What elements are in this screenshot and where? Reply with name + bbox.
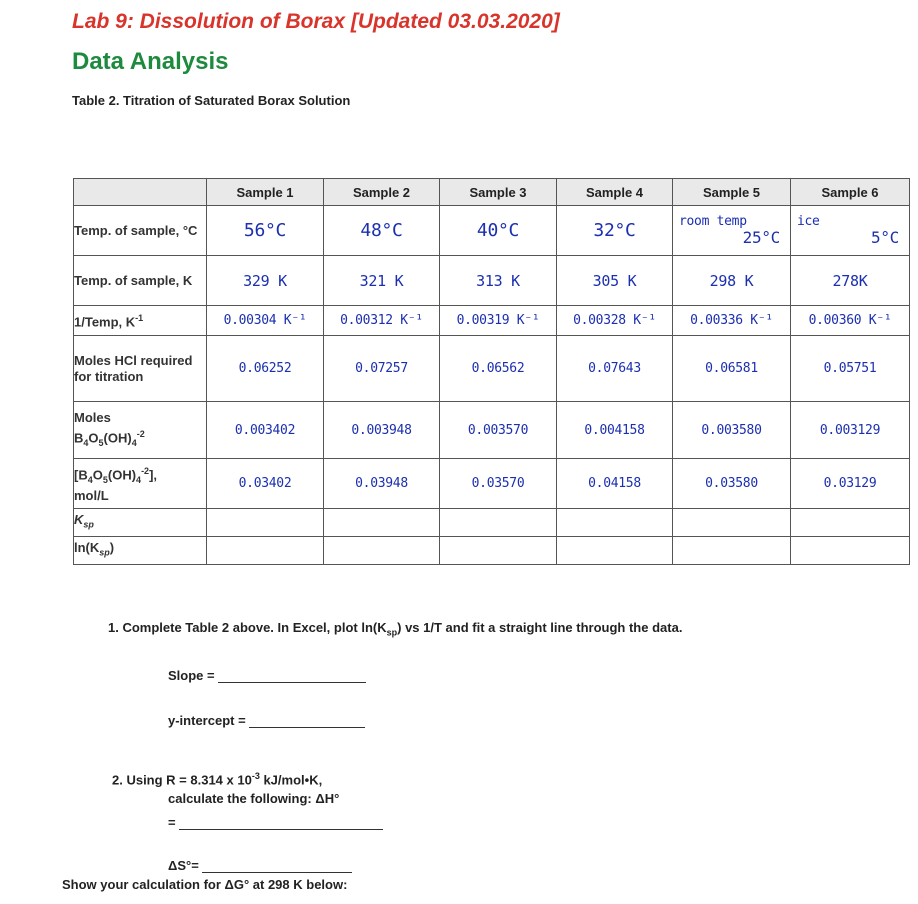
column-header-sample-1: Sample 1 bbox=[207, 179, 324, 206]
table-row-temp-k bbox=[74, 256, 910, 306]
table-row-ksp bbox=[74, 509, 910, 537]
cell-moles-borate-4: 0.004158 bbox=[557, 402, 673, 459]
cell-moles-hcl-2: 0.07257 bbox=[324, 336, 440, 402]
cell-temp-c-1: 56°C bbox=[207, 206, 324, 256]
cell-ksp-5 bbox=[673, 509, 791, 537]
table-row-lnksp bbox=[74, 537, 910, 565]
cell-moles-borate-1: 0.003402 bbox=[207, 402, 324, 459]
cell-temp-k-3: 313 K bbox=[440, 256, 557, 306]
titration-table bbox=[73, 178, 910, 565]
row-label-moles-borate: Moles $B_4O_5(OH)_4^{-2}$ bbox=[74, 402, 207, 459]
table-row-inv-temp bbox=[74, 306, 910, 336]
show-calculation-prompt: Show your calculation for ΔG° at 298 K below: bbox=[62, 877, 348, 892]
slope-answer-line[interactable] bbox=[218, 682, 366, 683]
cell-temp-c-4: 32°C bbox=[557, 206, 673, 256]
cell-inv-temp-6: 0.00360 K⁻¹ bbox=[791, 306, 910, 336]
table-row-moles-hcl bbox=[74, 336, 910, 402]
enthalpy-field bbox=[168, 815, 383, 830]
cell-inv-temp-4: 0.00328 K⁻¹ bbox=[557, 306, 673, 336]
cell-lnksp-1 bbox=[207, 537, 324, 565]
lab-title: Lab 9: Dissolution of Borax [Updated 03.03.2020] bbox=[72, 10, 560, 33]
cell-ksp-1 bbox=[207, 509, 324, 537]
cell-conc-6: 0.03129 bbox=[791, 459, 910, 509]
column-header-sample-5: Sample 5 bbox=[673, 179, 791, 206]
enthalpy-answer-line[interactable] bbox=[179, 829, 383, 830]
row-label-concentration: $[B_4O_5(OH)_4^{-2}]$, mol/L bbox=[74, 459, 207, 509]
cell-inv-temp-3: 0.00319 K⁻¹ bbox=[440, 306, 557, 336]
entropy-label: ΔS°= bbox=[168, 858, 199, 873]
entropy-field bbox=[168, 858, 352, 873]
cell-lnksp-6 bbox=[791, 537, 910, 565]
cell-ksp-2 bbox=[324, 509, 440, 537]
cell-temp-k-4: 305 K bbox=[557, 256, 673, 306]
cell-conc-4: 0.04158 bbox=[557, 459, 673, 509]
cell-temp-k-5: 298 K bbox=[673, 256, 791, 306]
cell-moles-hcl-1: 0.06252 bbox=[207, 336, 324, 402]
table-corner-cell bbox=[74, 179, 207, 206]
handwritten-note-room-temp: room temp bbox=[679, 214, 747, 229]
cell-moles-hcl-4: 0.07643 bbox=[557, 336, 673, 402]
cell-moles-borate-2: 0.003948 bbox=[324, 402, 440, 459]
question-1: 1. Complete Table 2 above. In Excel, plot $\ln(K_{sp})$ vs 1/T and fit a straight line through the data. bbox=[108, 620, 683, 638]
row-label-lnksp: $\ln(K_{sp})$ bbox=[74, 537, 207, 565]
cell-moles-borate-6: 0.003129 bbox=[791, 402, 910, 459]
cell-moles-hcl-6: 0.05751 bbox=[791, 336, 910, 402]
cell-temp-k-2: 321 K bbox=[324, 256, 440, 306]
y-intercept-label: y-intercept = bbox=[168, 713, 246, 728]
cell-ksp-4 bbox=[557, 509, 673, 537]
cell-moles-hcl-3: 0.06562 bbox=[440, 336, 557, 402]
cell-conc-1: 0.03402 bbox=[207, 459, 324, 509]
column-header-sample-2: Sample 2 bbox=[324, 179, 440, 206]
cell-lnksp-5 bbox=[673, 537, 791, 565]
table-row-temp-c bbox=[74, 206, 910, 256]
cell-lnksp-3 bbox=[440, 537, 557, 565]
cell-conc-2: 0.03948 bbox=[324, 459, 440, 509]
y-intercept-field bbox=[168, 713, 365, 728]
cell-ksp-6 bbox=[791, 509, 910, 537]
row-label-temp-k: Temp. of sample, K bbox=[74, 256, 207, 306]
cell-conc-3: 0.03570 bbox=[440, 459, 557, 509]
cell-temp-c-2: 48°C bbox=[324, 206, 440, 256]
column-header-sample-6: Sample 6 bbox=[791, 179, 910, 206]
row-label-moles-hcl: Moles HCl required for titration bbox=[74, 336, 207, 402]
entropy-answer-line[interactable] bbox=[202, 872, 352, 873]
cell-ksp-3 bbox=[440, 509, 557, 537]
cell-temp-k-1: 329 K bbox=[207, 256, 324, 306]
cell-moles-hcl-5: 0.06581 bbox=[673, 336, 791, 402]
table-row-moles-borate bbox=[74, 402, 910, 459]
cell-temp-k-6: 278K bbox=[791, 256, 910, 306]
handwritten-note-ice: ice bbox=[797, 214, 820, 229]
cell-inv-temp-5: 0.00336 K⁻¹ bbox=[673, 306, 791, 336]
row-label-temp-c: Temp. of sample, °C bbox=[74, 206, 207, 256]
column-header-sample-3: Sample 3 bbox=[440, 179, 557, 206]
cell-inv-temp-1: 0.00304 K⁻¹ bbox=[207, 306, 324, 336]
row-label-ksp: $K_{sp}$ bbox=[74, 509, 207, 537]
cell-lnksp-4 bbox=[557, 537, 673, 565]
cell-moles-borate-5: 0.003580 bbox=[673, 402, 791, 459]
cell-temp-c-5 bbox=[673, 206, 791, 256]
column-header-sample-4: Sample 4 bbox=[557, 179, 673, 206]
enthalpy-equals-label: = bbox=[168, 815, 176, 830]
table-row-concentration bbox=[74, 459, 910, 509]
question-2: 2. Using R = 8.314 x $10^{-3}$ kJ/mol•K, calculate the following: ΔH° bbox=[112, 771, 340, 807]
table-caption: Table 2. Titration of Saturated Borax Solution bbox=[72, 93, 351, 108]
section-title: Data Analysis bbox=[72, 48, 229, 75]
row-label-inv-temp: 1/Temp, $K^{-1}$ bbox=[74, 306, 207, 336]
question-2-line-2: calculate the following: ΔH° bbox=[168, 791, 340, 807]
y-intercept-answer-line[interactable] bbox=[249, 727, 365, 728]
slope-field bbox=[168, 668, 366, 683]
cell-conc-5: 0.03580 bbox=[673, 459, 791, 509]
handwritten-value-25c: 25°C bbox=[742, 228, 780, 247]
cell-lnksp-2 bbox=[324, 537, 440, 565]
cell-inv-temp-2: 0.00312 K⁻¹ bbox=[324, 306, 440, 336]
cell-moles-borate-3: 0.003570 bbox=[440, 402, 557, 459]
slope-label: Slope = bbox=[168, 668, 215, 683]
handwritten-value-5c: 5°C bbox=[871, 228, 899, 247]
table-header-row bbox=[74, 179, 910, 206]
cell-temp-c-3: 40°C bbox=[440, 206, 557, 256]
cell-temp-c-6 bbox=[791, 206, 910, 256]
